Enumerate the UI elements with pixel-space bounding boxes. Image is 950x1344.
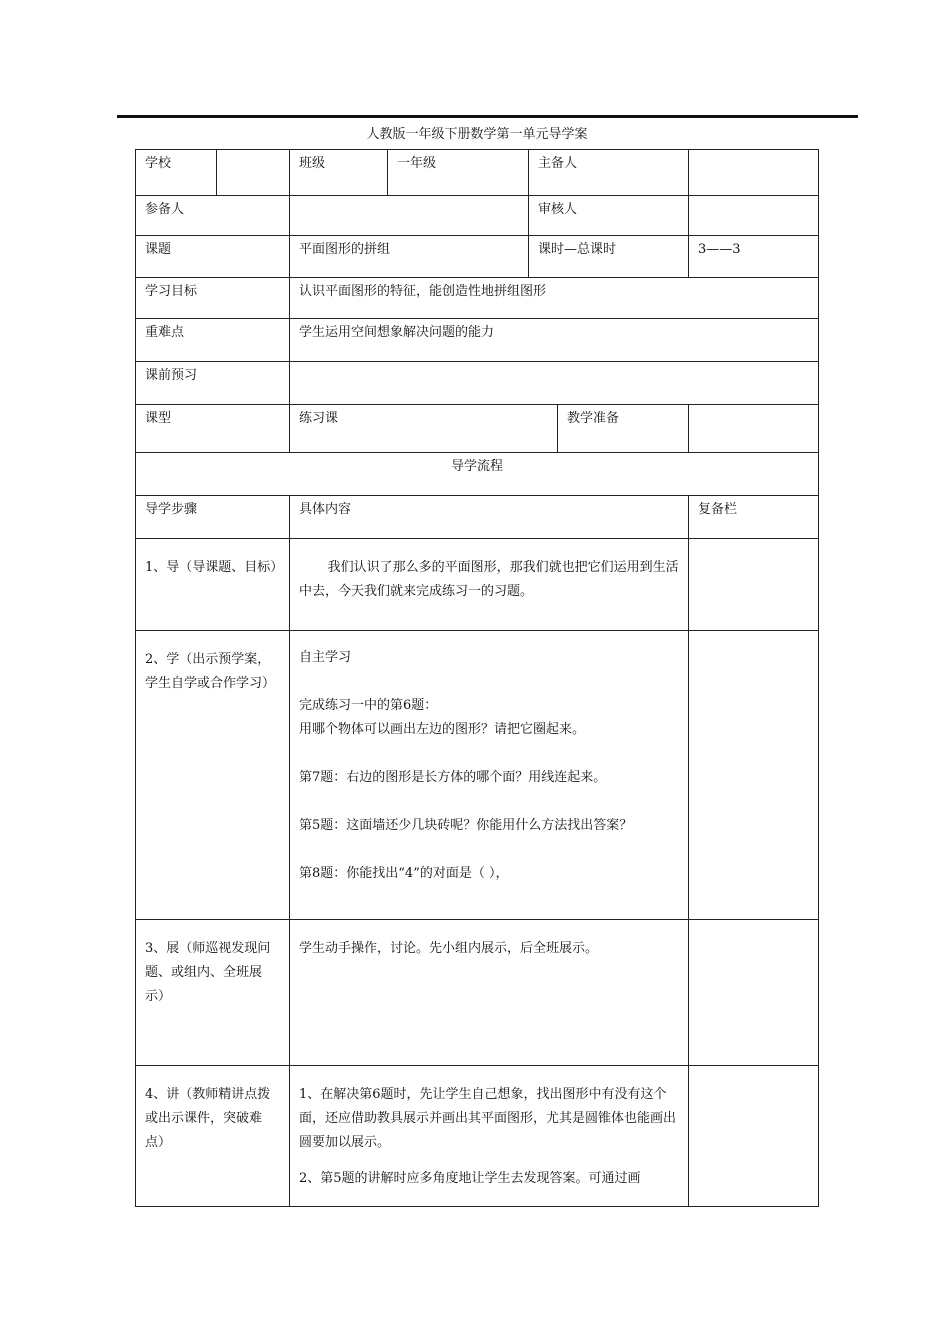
difficulty-label: 重难点 [135, 318, 290, 362]
topic-label: 课题 [135, 235, 290, 278]
school-value [216, 149, 290, 196]
col-content-header: 具体内容 [289, 495, 689, 539]
prep-value [688, 404, 819, 453]
reviewer-value [688, 195, 819, 236]
goal-value: 认识平面图形的特征，能创造性地拼组图形 [289, 277, 819, 319]
period-value: 3——3 [688, 235, 819, 278]
goal-label: 学习目标 [135, 277, 290, 319]
step-1-label: 1、导（导课题、目标） [135, 538, 290, 631]
spacer [299, 838, 679, 862]
step-3-label: 3、展（师巡视发现问题、或组内、全班展示） [135, 919, 290, 1066]
reviewer-label: 审核人 [528, 195, 689, 236]
step-2-line-q8: 第8题：你能找出“4”的对面是（ ）， [299, 866, 509, 881]
step-2-label: 2、学（出示预学案，学生自学或合作学习） [135, 630, 290, 920]
flow-heading: 导学流程 [135, 452, 819, 496]
page-title: 人教版一年级下册数学第一单元导学案 [366, 127, 588, 142]
step-4-label: 4、讲（教师精讲点拨或出示课件，突破难点） [135, 1065, 290, 1207]
class-value: 一年级 [387, 149, 529, 196]
step-2-content [289, 630, 689, 920]
spacer [299, 1155, 679, 1167]
step-3-paragraph: 学生动手操作，讨论。先小组内展示，后全班展示。 [299, 941, 599, 956]
prep-label: 教学准备 [557, 404, 689, 453]
preview-label: 课前预习 [135, 361, 290, 405]
step-2-notes [688, 630, 819, 920]
school-label: 学校 [135, 149, 217, 196]
step-3-content [289, 919, 689, 1066]
step-1-notes [688, 538, 819, 631]
step-4-notes [688, 1065, 819, 1207]
top-rule [117, 115, 858, 118]
lead-prep-value [688, 149, 819, 196]
difficulty-value: 学生运用空间想象解决问题的能力 [289, 318, 819, 362]
step-2-line-q7: 第7题：右边的图形是长方体的哪个面？用线连起来。 [299, 770, 607, 785]
step-2-line-self-study: 自主学习 [299, 650, 352, 665]
step-1-paragraph: 我们认识了那么多的平面图形，那我们就也把它们运用到生活中去，今天我们就来完成练习一的习题。 [299, 560, 679, 599]
preview-value [289, 361, 819, 405]
type-value: 练习课 [289, 404, 558, 453]
col-step-header: 导学步骤 [135, 495, 290, 539]
class-label: 班级 [289, 149, 388, 196]
step-4-paragraph-2: 2、第5题的讲解时应多角度地让学生去发现答案。可通过画 [299, 1171, 641, 1186]
step-2-line-q6: 用哪个物体可以画出左边的图形？请把它圈起来。 [299, 722, 586, 737]
col-notes-header: 复备栏 [688, 495, 819, 539]
type-label: 课型 [135, 404, 290, 453]
step-4-content [289, 1065, 689, 1207]
co-prep-value [289, 195, 529, 236]
spacer [299, 670, 679, 694]
step-4-paragraph-1: 1、在解决第6题时，先让学生自己想象，找出图形中有没有这个面，还应借助教具展示并画出其平面图形，尤其是圆锥体也能画出圆要加以展示。 [299, 1087, 677, 1150]
period-label: 课时—总课时 [528, 235, 689, 278]
topic-value: 平面图形的拼组 [289, 235, 529, 278]
co-prep-label: 参备人 [135, 195, 290, 236]
spacer [299, 742, 679, 766]
step-3-notes [688, 919, 819, 1066]
step-2-line-q6-intro: 完成练习一中的第6题： [299, 698, 438, 713]
step-2-line-q5: 第5题：这面墙还少几块砖呢？你能用什么方法找出答案？ [299, 818, 633, 833]
lead-prep-label: 主备人 [528, 149, 689, 196]
step-1-content [289, 538, 689, 631]
spacer [299, 790, 679, 814]
